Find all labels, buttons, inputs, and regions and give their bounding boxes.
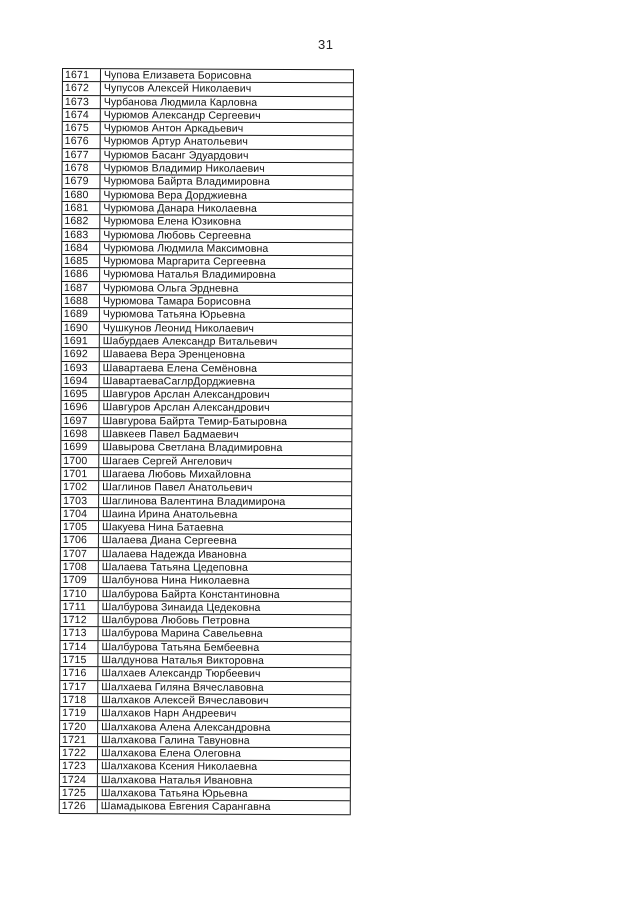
person-name: Шалхакова Ксения Николаевна: [100, 760, 258, 774]
table-row: [63, 82, 353, 97]
table-row: [60, 721, 350, 736]
row-number: 1690: [62, 322, 100, 334]
table-row: [61, 548, 351, 563]
table-row: [63, 135, 353, 150]
person-name: Чушкунов Леонид Николаевич: [102, 321, 255, 335]
table-row: [61, 415, 351, 430]
row-number: 1682: [62, 215, 100, 227]
table-row: [62, 322, 352, 337]
person-name: Шалбурова Байрта Константиновна: [101, 587, 280, 601]
person-name: Шамадыкова Евгения Сарангавна: [100, 800, 271, 814]
person-name: Чурюмов Артур Анатольевич: [103, 135, 248, 149]
row-number: 1718: [60, 694, 98, 706]
table-row: [61, 601, 351, 616]
person-name: Чурюмова Байрта Владимировна: [103, 175, 270, 189]
row-number: 1721: [60, 734, 98, 746]
row-number: 1694: [62, 375, 100, 387]
person-name: Чурюмова Елена Юзиковна: [103, 215, 242, 229]
row-number: 1671: [63, 69, 101, 81]
person-name: Шалбурова Марина Савельевна: [101, 627, 263, 641]
row-number: 1699: [61, 441, 99, 453]
table-row: [62, 202, 352, 217]
person-name: Чурюмова Маргарита Сергеевна: [103, 255, 266, 269]
row-number: 1691: [62, 335, 100, 347]
person-name: Чурюмова Ольга Эрдневна: [103, 281, 239, 295]
row-number: 1679: [62, 175, 100, 187]
table-row: [62, 295, 352, 310]
table-row: [62, 255, 352, 270]
row-number: 1719: [60, 707, 98, 719]
person-name: Шалаева Татьяна Цедеповна: [101, 561, 249, 574]
row-number: 1714: [60, 641, 98, 653]
table-row: [61, 401, 351, 416]
table-row: [61, 468, 351, 483]
table-row: [62, 335, 352, 350]
person-name: Шавгуров Арслан Александрович: [102, 401, 270, 415]
table-row: [60, 707, 350, 722]
row-number: 1723: [60, 760, 98, 772]
person-name: Шагаев Сергей Ангелович: [102, 454, 233, 468]
row-number: 1704: [61, 508, 99, 520]
person-name: Чурюмова Наталья Владимировна: [103, 268, 276, 282]
table-row: [62, 242, 352, 257]
row-number: 1684: [62, 242, 100, 254]
table-row: [62, 308, 352, 323]
person-name: Чупова Елизавета Борисовна: [103, 69, 252, 82]
table-row: [63, 149, 353, 164]
table-row: [60, 760, 350, 775]
person-name: Чупусов Алексей Николаевич: [103, 82, 252, 96]
table-row: [61, 574, 351, 589]
row-number: 1693: [62, 362, 100, 374]
person-name: Шаина Ирина Анатольевна: [102, 507, 238, 521]
table-row: [61, 588, 351, 603]
person-name: Шавартаева Елена Семёновна: [102, 361, 258, 375]
row-number: 1674: [63, 109, 101, 121]
table-row: [60, 747, 350, 762]
row-number: 1724: [60, 774, 98, 786]
table-row: [62, 348, 352, 363]
row-number: 1672: [63, 82, 101, 94]
row-number: 1687: [62, 282, 100, 294]
row-number: 1706: [61, 534, 99, 546]
table-row: [61, 561, 351, 576]
person-name: Шалхакова Галина Тавуновна: [101, 734, 250, 747]
person-name: Шалаева Надежда Ивановна: [101, 547, 247, 561]
table-row: [63, 109, 353, 124]
row-number: 1683: [62, 229, 100, 241]
row-number: 1725: [60, 787, 98, 799]
table-row: [61, 495, 351, 510]
person-name: Шалбурова Любовь Петровна: [101, 614, 250, 627]
table-row: [60, 641, 350, 656]
table-row: [61, 441, 351, 456]
row-number: 1698: [61, 428, 99, 440]
person-name: Чурюмова Татьяна Юрьевна: [102, 308, 246, 322]
row-number: 1695: [62, 388, 100, 400]
person-name: Шаглинов Павел Анатольевич: [102, 481, 253, 495]
row-number: 1689: [62, 308, 100, 320]
person-name: Чурюмова Данара Николаевна: [103, 202, 258, 215]
person-name: Шаглинова Валентина Владимирона: [102, 494, 286, 508]
table-row: [60, 734, 350, 749]
table-row: [63, 96, 353, 111]
table-row: [63, 122, 353, 137]
person-name: Шалхаков Нарн Андреевич: [101, 707, 237, 721]
roster-table: [59, 68, 354, 815]
row-number: 1711: [61, 601, 99, 613]
person-name: Шавырова Светлана Владимировна: [102, 441, 283, 455]
row-number: 1673: [63, 96, 101, 108]
person-name: Шаваева Вера Эренценовна: [102, 348, 246, 362]
table-row: [61, 627, 351, 642]
row-number: 1710: [61, 588, 99, 600]
row-number: 1697: [61, 415, 99, 427]
table-row: [61, 481, 351, 496]
table-row: [61, 455, 351, 470]
person-name: Чурюмова Людмила Максимовна: [103, 242, 269, 255]
table-row: [60, 654, 350, 669]
row-number: 1705: [61, 521, 99, 533]
row-number: 1713: [61, 627, 99, 639]
person-name: Шалбурова Татьяна Бембеевна: [101, 640, 260, 654]
person-name: Шабурдаев Александр Витальевич: [102, 335, 278, 348]
row-number: 1715: [60, 654, 98, 666]
person-name: Шалхакова Елена Олеговна: [100, 747, 241, 760]
person-name: Чурюмова Вера Дорджиевна: [103, 188, 248, 202]
table-row: [62, 375, 352, 390]
row-number: 1678: [63, 162, 101, 174]
table-row: [61, 614, 351, 629]
row-number: 1696: [61, 401, 99, 413]
row-number: 1712: [61, 614, 99, 626]
person-name: Шагаева Любовь Михайловна: [102, 468, 252, 481]
table-row: [62, 175, 352, 190]
row-number: 1722: [60, 747, 98, 759]
row-number: 1688: [62, 295, 100, 307]
table-row: [62, 362, 352, 377]
person-name: ШавартаеваСаглрДорджиевна: [102, 375, 256, 388]
table-row: [62, 388, 352, 403]
row-number: 1692: [62, 348, 100, 360]
table-row: [60, 694, 350, 709]
person-name: Шавгурова Байрта Темир-Батыровна: [102, 414, 288, 428]
table-row: [63, 162, 353, 177]
person-name: Шавкеев Павел Бадмаевич: [102, 428, 239, 441]
table-row: [60, 774, 350, 789]
table-row: [61, 534, 351, 549]
table-row: [60, 800, 350, 815]
person-name: Шакуева Нина Батаевна: [101, 521, 224, 534]
table-row: [60, 681, 350, 696]
person-name: Шалхаев Александр Тюрбеевич: [101, 667, 261, 681]
person-name: Шалхаков Алексей Вячеславович: [101, 694, 269, 707]
table-row: [60, 667, 350, 682]
row-number: 1675: [63, 122, 101, 134]
person-name: Чурюмов Александр Сергеевич: [103, 109, 261, 122]
row-number: 1700: [61, 455, 99, 467]
page-number: 31: [318, 37, 334, 52]
table-row: [60, 787, 350, 802]
row-number: 1685: [62, 255, 100, 267]
table-row: [61, 508, 351, 523]
table-row: [62, 268, 352, 283]
table-row: [62, 282, 352, 297]
row-number: 1720: [60, 721, 98, 733]
row-number: 1726: [60, 800, 98, 812]
row-number: 1677: [63, 149, 101, 161]
person-name: Шалбурова Зинаида Цедековна: [101, 601, 261, 614]
row-number: 1716: [60, 667, 98, 679]
person-name: Чурюмова Любовь Сергеевна: [103, 228, 252, 242]
row-number: 1686: [62, 268, 100, 280]
person-name: Шавгуров Арслан Александрович: [102, 388, 270, 402]
table-row: [63, 69, 353, 84]
person-name: Шалхакова Татьяна Юрьевна: [100, 787, 248, 800]
row-number: 1681: [62, 202, 100, 214]
table-row: [61, 428, 351, 443]
table-row: [61, 521, 351, 536]
row-number: 1702: [61, 481, 99, 493]
person-name: Шалбунова Нина Николаевна: [101, 574, 250, 588]
row-number: 1708: [61, 561, 99, 573]
row-number: 1709: [61, 574, 99, 586]
row-number: 1680: [62, 189, 100, 201]
table-row: [62, 189, 352, 204]
person-name: Чурюмов Антон Аркадьевич: [103, 122, 244, 135]
person-name: Чурюмов Владимир Николаевич: [103, 162, 265, 175]
person-name: Чурюмова Тамара Борисовна: [102, 295, 251, 308]
row-number: 1676: [63, 135, 101, 147]
person-name: Чурюмов Басанг Эдуардович: [103, 148, 249, 162]
person-name: Шалаева Диана Сергеевна: [101, 534, 237, 548]
row-number: 1717: [60, 681, 98, 693]
person-name: Шалхаева Гиляна Вячеславовна: [101, 680, 264, 694]
table-row: [62, 215, 352, 230]
row-number: 1703: [61, 495, 99, 507]
row-number: 1707: [61, 548, 99, 560]
person-name: Шалхакова Алена Александровна: [101, 720, 271, 734]
table-row: [62, 229, 352, 244]
person-name: Чурбанова Людмила Карловна: [103, 95, 258, 109]
row-number: 1701: [61, 468, 99, 480]
person-name: Шалдунова Наталья Викторовна: [101, 654, 265, 667]
person-name: Шалхакова Наталья Ивановна: [100, 773, 253, 787]
